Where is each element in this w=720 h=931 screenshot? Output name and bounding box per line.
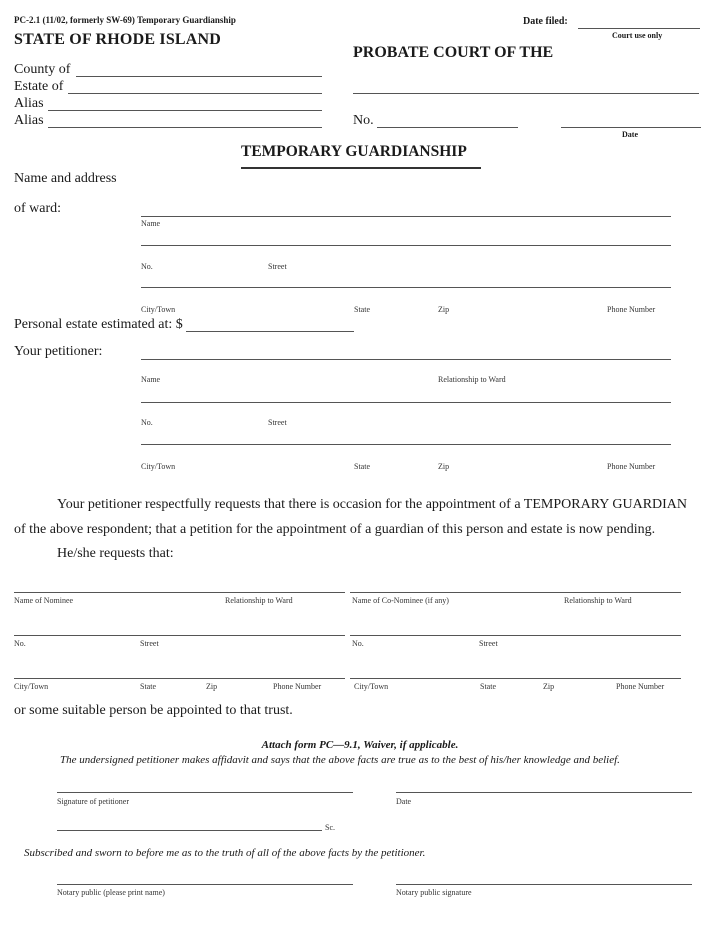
sc-line: [57, 830, 322, 831]
alias-label-1: Alias: [14, 96, 44, 111]
petitioner-state-caption: State: [354, 462, 370, 471]
co-nominee-state-caption: State: [480, 682, 496, 691]
state-title: STATE OF RHODE ISLAND: [14, 31, 222, 48]
estate-of-field[interactable]: [68, 78, 326, 94]
ward-label-line1: Name and address: [14, 171, 117, 186]
notary-name-field[interactable]: [57, 869, 357, 885]
co-nominee-city-field[interactable]: [350, 663, 685, 679]
title-underline: [241, 167, 481, 169]
petitioner-street-caption: Street: [268, 418, 287, 427]
ward-street-caption: Street: [268, 262, 287, 271]
nominee-street-caption: Street: [140, 639, 159, 648]
date-field[interactable]: [561, 112, 705, 128]
ward-city-caption: City/Town: [141, 305, 176, 314]
court-title: PROBATE COURT OF THE: [353, 44, 554, 61]
co-nominee-name-caption: Name of Co-Nominee (if any): [352, 596, 449, 605]
trust-text: or some suitable person be appointed to that trust.: [14, 703, 293, 718]
case-no-field[interactable]: [377, 112, 522, 128]
nominee-street-field[interactable]: [14, 620, 349, 636]
co-nominee-relationship-caption: Relationship to Ward: [564, 596, 632, 605]
co-nominee-zip-caption: Zip: [543, 682, 555, 691]
co-nominee-no-caption: No.: [352, 639, 364, 648]
request-paragraph-line2: of the above respondent; that a petition for the appointment of a guardian of this person and estate is now pending.: [14, 522, 656, 537]
requests-intro: He/she requests that:: [57, 546, 174, 561]
signature-date-line: [396, 792, 692, 793]
petitioner-city-field[interactable]: [141, 429, 675, 445]
alias-label-2: Alias: [14, 113, 44, 128]
case-no-underline: [377, 127, 518, 128]
ward-zip-caption: Zip: [438, 305, 450, 314]
county-underline: [76, 76, 322, 77]
notary-signature-field[interactable]: [396, 869, 696, 885]
petitioner-no-caption: No.: [141, 418, 153, 427]
estate-of-underline: [68, 93, 322, 94]
notary-signature-line: [396, 884, 692, 885]
date-filed-underline: [578, 28, 700, 29]
ward-state-caption: State: [354, 305, 370, 314]
county-field[interactable]: [76, 61, 326, 77]
alias-field-2[interactable]: [48, 112, 326, 128]
co-nominee-street-field[interactable]: [350, 620, 685, 636]
petitioner-city-caption: City/Town: [141, 462, 176, 471]
estate-of-label: Estate of: [14, 79, 64, 94]
co-nominee-phone-caption: Phone Number: [616, 682, 665, 691]
nominee-phone-caption: Phone Number: [273, 682, 322, 691]
ward-name-field[interactable]: [141, 201, 675, 217]
request-paragraph-line1: Your petitioner respectfully requests that there is occasion for the appointment of a TEMPORARY GUARDIAN: [57, 497, 688, 512]
date-caption: Date: [622, 130, 638, 139]
date-filed-label: Date filed:: [523, 16, 568, 27]
nominee-zip-caption: Zip: [206, 682, 218, 691]
signature-date-caption: Date: [396, 797, 412, 806]
court-name-underline: [353, 93, 699, 94]
ward-street-field[interactable]: [141, 230, 675, 246]
co-nominee-city-caption: City/Town: [354, 682, 389, 691]
notary-name-caption: Notary public (please print name): [57, 888, 165, 897]
petitioner-street-line: [141, 402, 671, 403]
co-nominee-name-field[interactable]: [350, 577, 685, 593]
petitioner-signature-field[interactable]: [57, 777, 357, 793]
nominee-state-caption: State: [140, 682, 156, 691]
estate-estimate-label: Personal estate estimated at: $: [14, 317, 183, 332]
nominee-name-field[interactable]: [14, 577, 349, 593]
nominee-city-caption: City/Town: [14, 682, 49, 691]
petitioner-city-line: [141, 444, 671, 445]
petitioner-street-field[interactable]: [141, 387, 675, 403]
petitioner-relationship-caption: Relationship to Ward: [438, 375, 506, 384]
form-title: TEMPORARY GUARDIANSHIP: [241, 143, 467, 160]
petitioner-zip-caption: Zip: [438, 462, 450, 471]
notary-name-line: [57, 884, 353, 885]
nominee-city-field[interactable]: [14, 663, 349, 679]
petitioner-signature-caption: Signature of petitioner: [57, 797, 129, 806]
ward-name-line: [141, 216, 671, 217]
nominee-relationship-caption: Relationship to Ward: [225, 596, 293, 605]
petitioner-label: Your petitioner:: [14, 344, 103, 359]
ward-no-caption: No.: [141, 262, 153, 271]
notary-signature-caption: Notary public signature: [396, 888, 472, 897]
court-use-only-note: Court use only: [612, 31, 663, 40]
petitioner-phone-caption: Phone Number: [607, 462, 656, 471]
sc-label: Sc.: [325, 823, 335, 832]
alias-field-1[interactable]: [48, 95, 326, 111]
ward-city-line: [141, 287, 671, 288]
form-id: PC-2.1 (11/02, formerly SW-69) Temporary Guardianship: [14, 15, 236, 25]
petitioner-name-line: [141, 359, 671, 360]
nominee-no-caption: No.: [14, 639, 26, 648]
sc-field[interactable]: [57, 815, 326, 831]
attach-waiver-note: Attach form PC—9.1, Waiver, if applicable.: [261, 739, 459, 751]
case-no-label: No.: [353, 113, 374, 128]
estate-estimate-underline: [186, 331, 354, 332]
affidavit-statement: The undersigned petitioner makes affidavit and says that the above facts are true as to the best of his/her knowledge and belief.: [60, 754, 620, 766]
petitioner-signature-line: [57, 792, 353, 793]
signature-date-field[interactable]: [396, 777, 696, 793]
alias-underline-2: [48, 127, 322, 128]
nominee-name-caption: Name of Nominee: [14, 596, 74, 605]
ward-label-line2: of ward:: [14, 201, 62, 216]
petitioner-name-field[interactable]: [141, 344, 675, 360]
ward-street-line: [141, 245, 671, 246]
petitioner-name-caption: Name: [141, 375, 161, 384]
ward-phone-caption: Phone Number: [607, 305, 656, 314]
co-nominee-street-caption: Street: [479, 639, 498, 648]
ward-city-field[interactable]: [141, 272, 675, 288]
sworn-statement: Subscribed and sworn to before me as to the truth of all of the above facts by the petitioner.: [24, 847, 426, 859]
alias-underline-1: [48, 110, 322, 111]
date-underline: [561, 127, 701, 128]
ward-name-caption: Name: [141, 219, 161, 228]
county-label: County of: [14, 62, 71, 77]
